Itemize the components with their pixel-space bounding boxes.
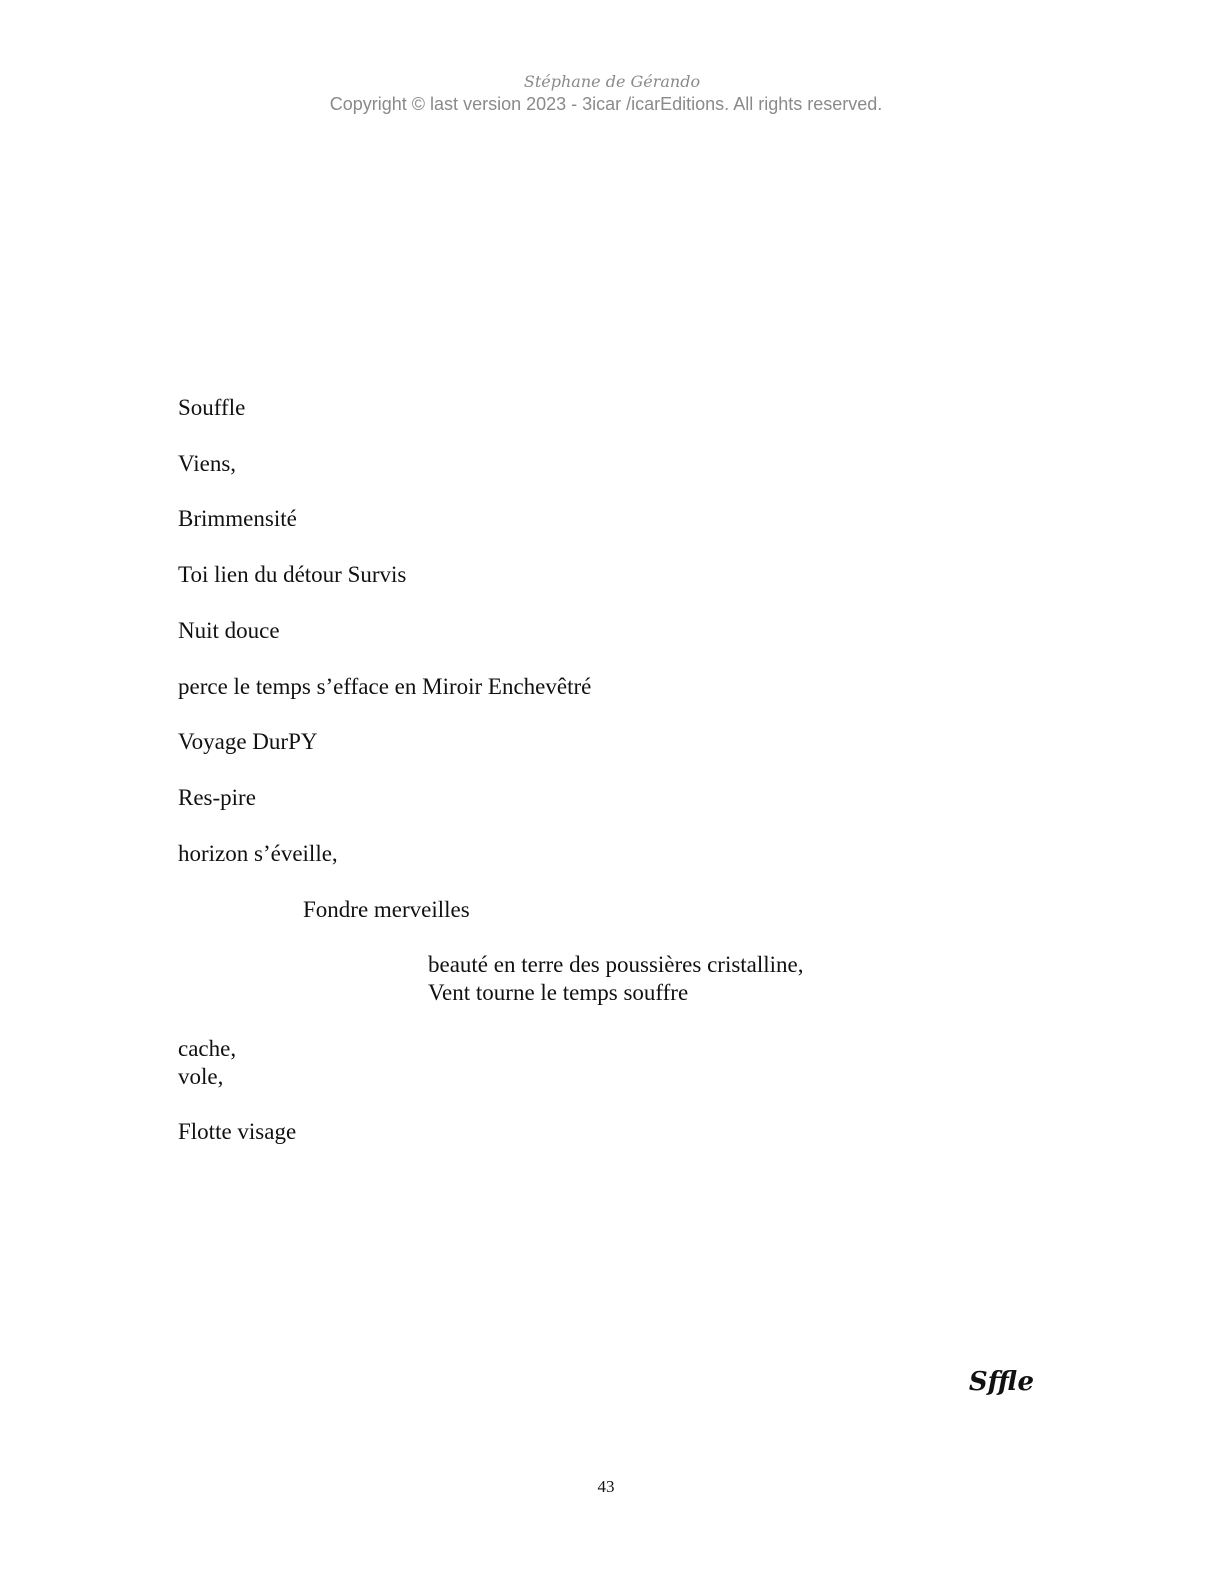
poem-line-indented: Fondre merveilles	[303, 897, 470, 922]
poem-line: Toi lien du détour Survis	[178, 562, 407, 587]
poem-line: Viens,	[178, 451, 237, 476]
poem-line-indented: beauté en terre des poussières cristalline,	[428, 952, 804, 977]
poem-line: Voyage DurPY	[178, 729, 318, 754]
poem-line-indented: Vent tourne le temps souffre	[428, 980, 689, 1005]
poem-line: perce le temps s’efface en Miroir Enchevêtré	[178, 674, 592, 699]
poem-line: cache,	[178, 1036, 237, 1061]
header-author: Stéphane de Gérando	[523, 72, 701, 91]
poem-line: Souffle	[178, 395, 246, 420]
signature: Sffle	[968, 1367, 1034, 1397]
poem-line: Res-pire	[178, 785, 256, 810]
poem-line: horizon s’éveille,	[178, 841, 338, 866]
poem-line: Flotte visage	[178, 1119, 297, 1144]
poem-line: vole,	[178, 1064, 224, 1089]
header-copyright: Copyright © last version 2023 - 3icar /icarEditions. All rights reserved.	[329, 94, 883, 114]
page-number: 43	[597, 1477, 615, 1496]
poem-line: Brimmensité	[178, 506, 297, 531]
poem-line: Nuit douce	[178, 618, 280, 643]
